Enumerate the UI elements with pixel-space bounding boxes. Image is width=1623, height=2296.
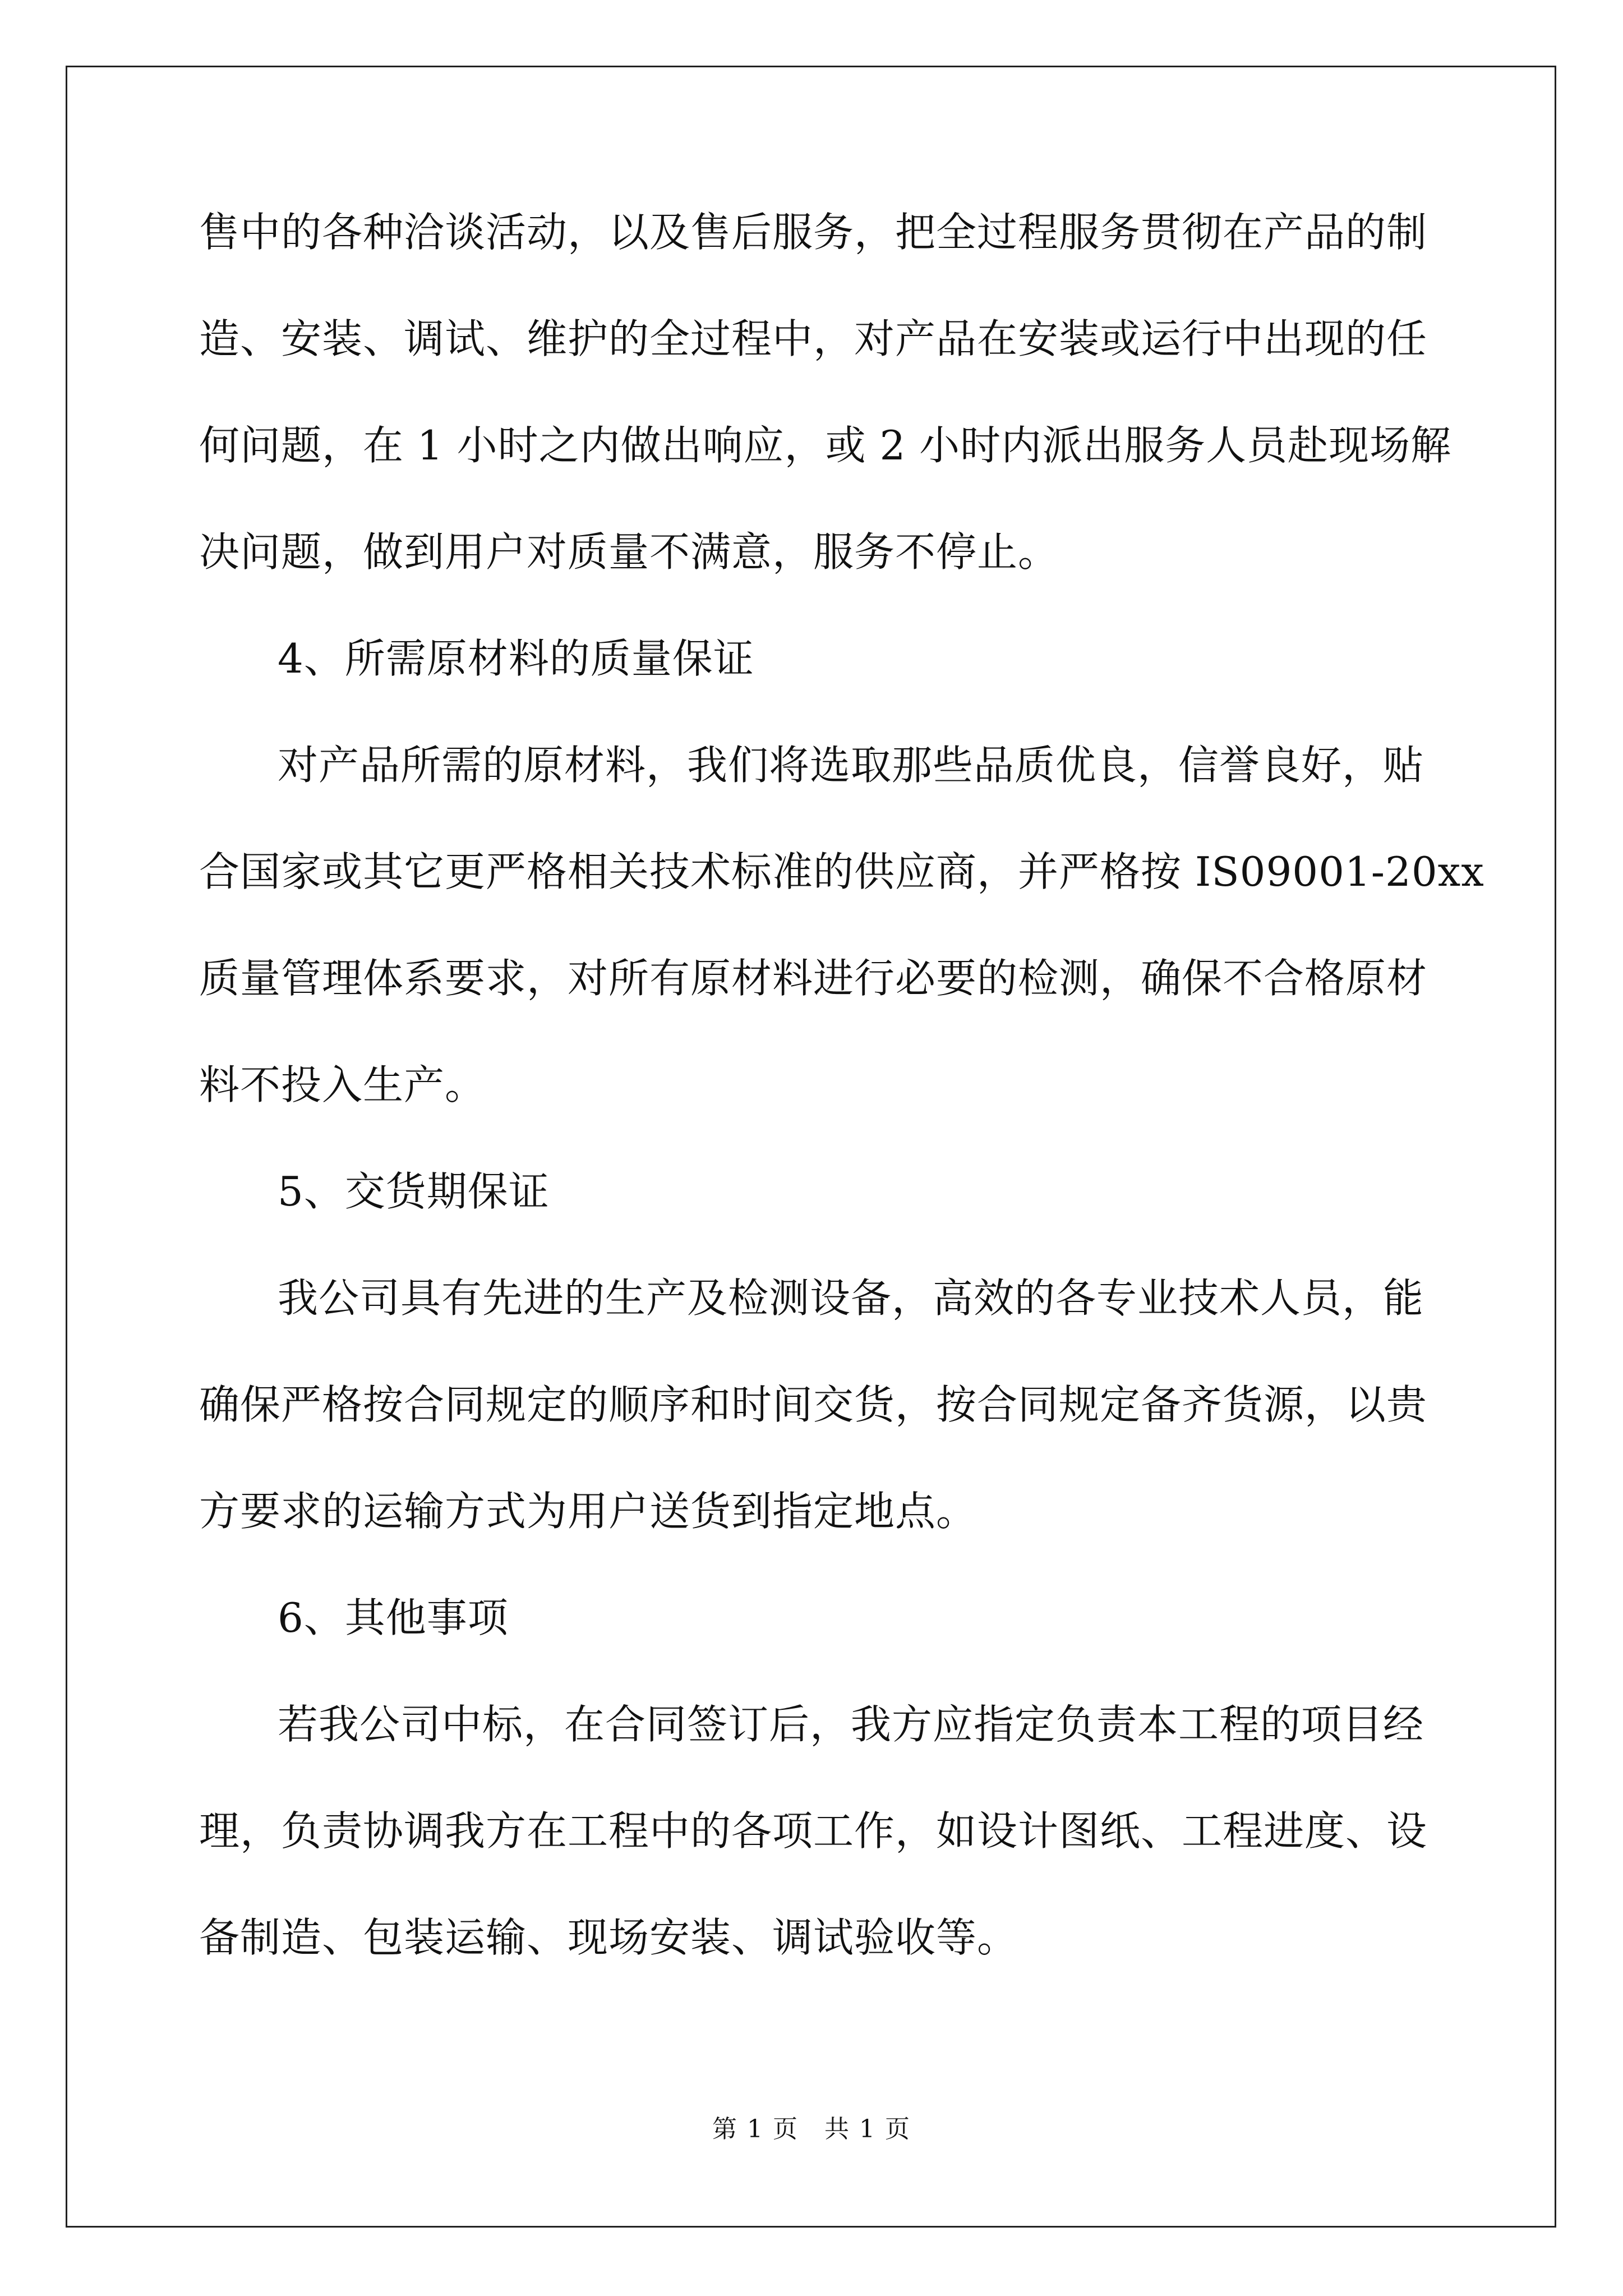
page-border xyxy=(66,66,1556,2228)
paragraph-4-line-1: 若我公司中标，在合同签订后，我方应指定负责本工程的项目经 xyxy=(278,1701,1424,1748)
paragraph-3-line-1: 我公司具有先进的生产及检测设备，高效的各专业技术人员，能 xyxy=(278,1274,1424,1322)
paragraph-3-line-2: 确保严格按合同规定的顺序和时间交货，按合同规定备齐货源，以贵 xyxy=(199,1381,1428,1428)
paragraph-4-line-3: 备制造、包装运输、现场安装、调试验收等。 xyxy=(199,1914,1018,1961)
paragraph-2-line-2: 合国家或其它更严格相关技术标准的供应商，并严格按 IS09001-20xx xyxy=(199,848,1484,895)
paragraph-2-line-4: 料不投入生产。 xyxy=(199,1061,486,1108)
section-heading-6: 6、其他事项 xyxy=(278,1594,509,1641)
paragraph-4-line-2: 理，负责协调我方在工程中的各项工作，如设计图纸、工程进度、设 xyxy=(199,1807,1428,1855)
section-heading-4: 4、所需原材料的质量保证 xyxy=(278,635,754,682)
paragraph-3-line-3: 方要求的运输方式为用户送货到指定地点。 xyxy=(199,1488,978,1535)
paragraph-2-line-1: 对产品所需的原材料，我们将选取那些品质优良，信誉良好，贴 xyxy=(278,742,1424,789)
paragraph-1-line-1: 售中的各种洽谈活动，以及售后服务，把全过程服务贯彻在产品的制 xyxy=(199,209,1428,256)
page-number-footer: 第 1 页 共 1 页 xyxy=(712,2115,911,2143)
section-heading-5: 5、交货期保证 xyxy=(278,1168,550,1215)
paragraph-1-line-2: 造、安装、调试、维护的全过程中，对产品在安装或运行中出现的任 xyxy=(199,315,1428,362)
paragraph-2-line-3: 质量管理体系要求，对所有原材料进行必要的检测，确保不合格原材 xyxy=(199,955,1428,1002)
paragraph-1-line-3: 何问题，在 1 小时之内做出响应，或 2 小时内派出服务人员赴现场解 xyxy=(199,422,1452,469)
paragraph-1-line-4: 决问题，做到用户对质量不满意，服务不停止。 xyxy=(199,528,1059,576)
